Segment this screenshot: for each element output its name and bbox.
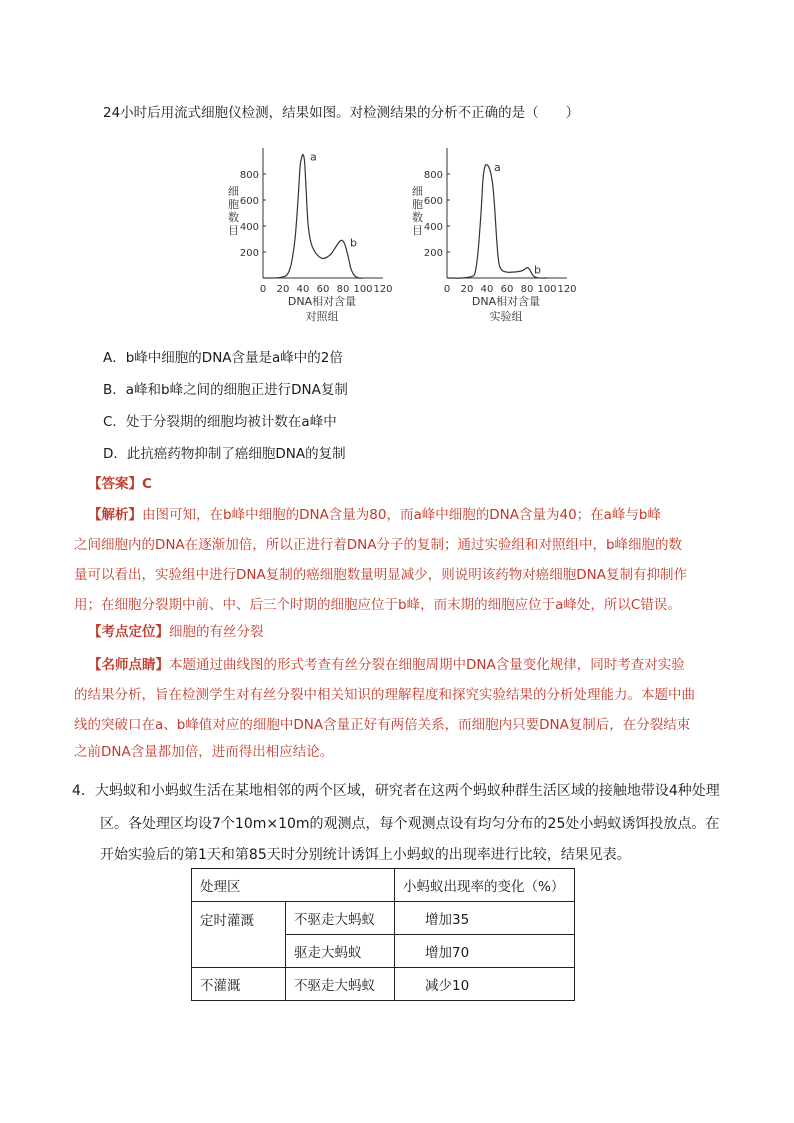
peak-label: a — [494, 160, 501, 174]
y-tick-label: 200 — [423, 248, 443, 259]
x-tick-label: 20 — [276, 284, 290, 295]
x-tick-label: 60 — [500, 284, 514, 295]
question4-line: 开始实验后的第1天和第85天时分别统计诱饵上小蚂蚁的出现率进行比较，结果见表。 — [100, 847, 631, 863]
analysis-line: 量可以看出，实验组中进行DNA复制的癌细胞数量明显减少，则说明该药物对癌细胞DNA复制有抑制作 — [74, 567, 687, 583]
chart-title: 对照组 — [305, 310, 339, 323]
chart-experiment — [409, 138, 579, 328]
ylabel-char: 胞 — [228, 198, 239, 211]
analysis-label: 【解析】 — [88, 507, 142, 523]
chart-title: 实验组 — [489, 310, 523, 323]
question4-line: 区。各处理区均设7个10m×10m的观测点，每个观测点设有均匀分布的25处小蚂蚁诱饵投放点。在 — [100, 816, 720, 832]
y-tick-label: 400 — [239, 222, 259, 233]
analysis-line: 之间细胞内的DNA在逐渐加倍，所以正进行着DNA分子的复制；通过实验组和对照组中，b峰细胞的数 — [74, 537, 683, 553]
dianjing-line: 的结果分析，旨在检测学生对有丝分裂中相关知识的理解程度和探究实验结果的分析处理能力。本题中曲 — [74, 687, 695, 703]
x-tick-label: 100 — [353, 284, 373, 295]
group-cell: 定时灌溉 — [192, 902, 286, 968]
x-axis-label: DNA相对含量 — [287, 295, 357, 308]
ylabel-char: 胞 — [412, 198, 423, 211]
y-tick-label: 800 — [423, 170, 443, 181]
change-cell: 减少10 — [395, 968, 575, 1001]
dianjing-line: 线的突破口在a、b峰值对应的细胞中DNA含量正好有两倍关系，而细胞内只要DNA复制后，在分裂结束 — [74, 717, 691, 733]
header-zone: 处理区 — [192, 869, 395, 902]
ylabel-char: 细 — [228, 185, 239, 198]
table-header-row — [192, 869, 575, 902]
x-tick-label: 120 — [373, 284, 393, 295]
dianjing-label: 【名师点睛】 — [88, 657, 169, 673]
y-axis-label — [228, 185, 239, 237]
change-cell: 增加35 — [395, 902, 575, 935]
y-tick-label: 600 — [423, 196, 443, 207]
data-curve — [263, 154, 363, 278]
dianjing-text: 本题通过曲线图的形式考查有丝分裂在细胞周期中DNA含量变化规律，同时考查对实验 — [169, 657, 685, 673]
answer-label: 【答案】 — [88, 476, 142, 492]
peak-label: a — [310, 150, 317, 164]
question-stem: 24小时后用流式细胞仪检测，结果如图。对检测结果的分析不正确的是（ ） — [103, 105, 580, 121]
option-b: B．a峰和b峰之间的细胞正进行DNA复制 — [103, 382, 348, 398]
data-curve — [447, 165, 547, 279]
x-tick-label: 80 — [336, 284, 350, 295]
option-c: C．处于分裂期的细胞均被计数在a峰中 — [103, 414, 337, 430]
peak-label: b — [350, 236, 357, 250]
y-tick-label: 400 — [423, 222, 443, 233]
ylabel-char: 数 — [412, 211, 423, 224]
peak-label: b — [534, 263, 541, 277]
y-tick-label: 600 — [239, 196, 259, 207]
table-row — [192, 968, 575, 1001]
x-axis-label: DNA相对含量 — [471, 295, 541, 308]
x-tick-label: 40 — [296, 284, 310, 295]
x-tick-label: 60 — [316, 284, 330, 295]
x-tick-label: 20 — [460, 284, 474, 295]
sub-cell: 不驱走大蚂蚁 — [286, 968, 395, 1001]
y-tick-label: 800 — [239, 170, 259, 181]
kaodian-label: 【考点定位】 — [88, 624, 169, 640]
analysis-line — [88, 503, 738, 523]
x-tick-label: 0 — [259, 284, 267, 295]
table-row — [192, 902, 575, 935]
x-tick-label: 40 — [480, 284, 494, 295]
group-cell: 不灌溉 — [192, 968, 286, 1001]
dianjing-line: 之前DNA含量都加倍，进而得出相应结论。 — [74, 744, 334, 760]
answer — [88, 472, 152, 492]
ylabel-char: 细 — [412, 185, 423, 198]
ylabel-char: 数 — [228, 211, 239, 224]
y-tick-label: 200 — [239, 248, 259, 259]
change-cell: 增加70 — [395, 935, 575, 968]
sub-cell: 驱走大蚂蚁 — [286, 935, 395, 968]
x-tick-label: 0 — [443, 284, 451, 295]
y-axis-label — [412, 185, 423, 237]
x-tick-label: 100 — [537, 284, 557, 295]
header-change: 小蚂蚁出现率的变化（%） — [395, 869, 575, 902]
chart-control — [225, 138, 395, 328]
sub-cell: 不驱走大蚂蚁 — [286, 902, 395, 935]
analysis-text: 由图可知，在b峰中细胞的DNA含量为80，而a峰中细胞的DNA含量为40；在a峰与b峰 — [142, 507, 661, 523]
dianjing-line — [88, 653, 738, 673]
result-table — [191, 868, 575, 1001]
ylabel-char: 目 — [412, 224, 423, 237]
kaodian-line — [88, 620, 738, 640]
option-d: D．此抗癌药物抑制了癌细胞DNA的复制 — [103, 446, 346, 462]
answer-value: C — [142, 476, 152, 492]
analysis-line: 用；在细胞分裂期中前、中、后三个时期的细胞应位于b峰，而末期的细胞应位于a峰处，所以C错误。 — [74, 597, 681, 613]
x-tick-label: 80 — [520, 284, 534, 295]
ylabel-char: 目 — [228, 224, 239, 237]
kaodian-value: 细胞的有丝分裂 — [169, 624, 264, 640]
x-tick-label: 120 — [557, 284, 577, 295]
option-a: A．b峰中细胞的DNA含量是a峰中的2倍 — [103, 350, 343, 366]
question4-line: 4．大蚂蚁和小蚂蚁生活在某地相邻的两个区域，研究者在这两个蚂蚁种群生活区域的接触地带设4种处理 — [72, 783, 720, 799]
